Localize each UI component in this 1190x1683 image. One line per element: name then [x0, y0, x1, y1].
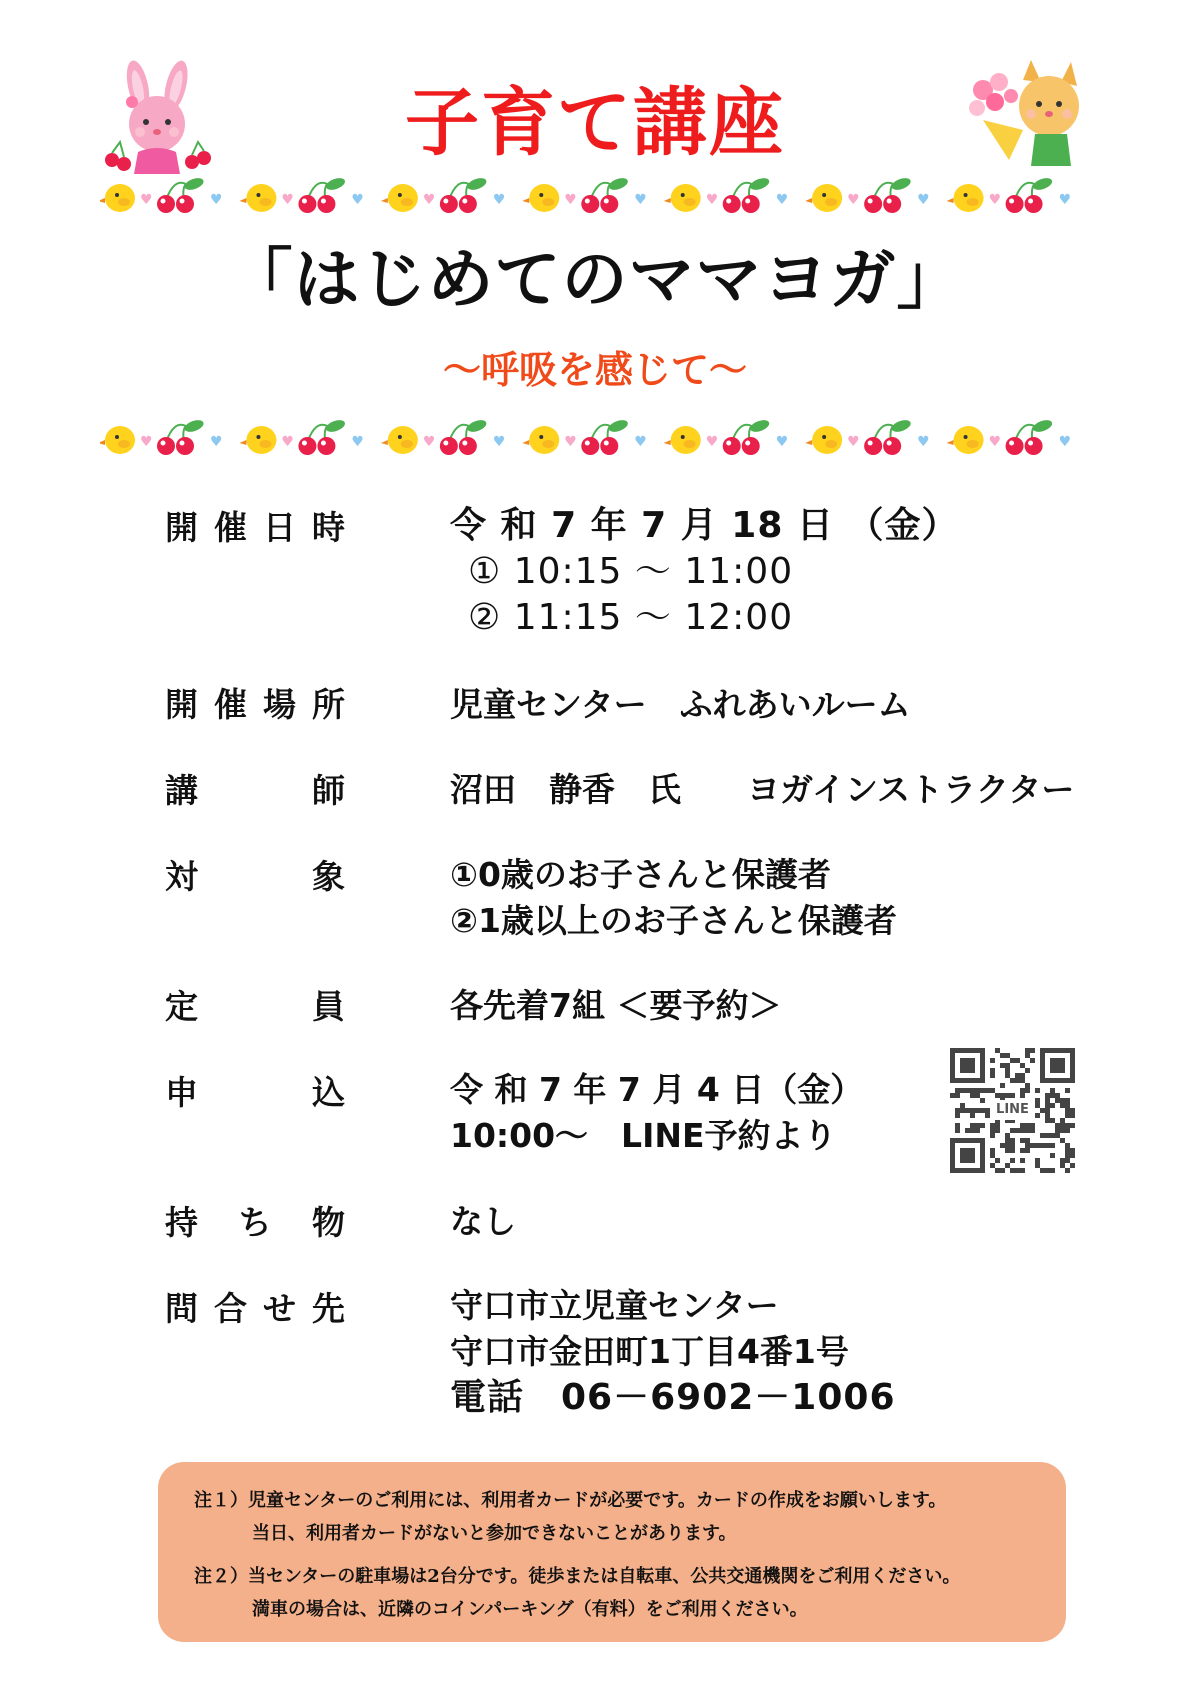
- heart-icon: [423, 192, 436, 208]
- svg-text:♥: ♥: [422, 434, 436, 450]
- cherry-icon: [1006, 176, 1054, 213]
- label-char: 催: [214, 508, 247, 547]
- chick-icon: [100, 426, 135, 454]
- label-char: 申: [165, 1073, 198, 1112]
- svg-text:♥: ♥: [988, 192, 1002, 208]
- heart-icon: [1059, 434, 1072, 450]
- cherry-icon: [723, 176, 771, 213]
- heart-icon: [917, 192, 930, 208]
- svg-text:♥: ♥: [564, 192, 577, 208]
- heart-icon: [634, 192, 647, 208]
- heart-icon: [847, 192, 860, 208]
- label-char: せ: [263, 1289, 296, 1328]
- contact: [450, 1283, 896, 1421]
- label-char: 開: [165, 508, 198, 547]
- label-char: 持: [165, 1203, 198, 1242]
- svg-text:♥: ♥: [281, 434, 294, 450]
- cherry-icon: [157, 418, 205, 455]
- label-char: 員: [312, 987, 345, 1026]
- chick-icon: [664, 184, 701, 212]
- heart-icon: [706, 434, 719, 450]
- heart-icon: [351, 434, 364, 450]
- session-2-time: ② 11:15 ～ 12:00: [468, 597, 794, 638]
- label-char: 催: [214, 685, 247, 724]
- label-application: [165, 1071, 345, 1115]
- application: [450, 1067, 863, 1159]
- venue: 児童センター ふれあいルーム: [450, 685, 911, 724]
- chick-icon: [522, 184, 559, 212]
- svg-text:♥: ♥: [847, 192, 860, 208]
- label-char: 場: [263, 685, 296, 724]
- label-venue: [165, 683, 345, 727]
- capacity: 各先着7組 ＜要予約＞: [450, 986, 782, 1025]
- label-contact: [165, 1287, 345, 1331]
- chick-icon: [239, 426, 276, 454]
- cherry-icon: [581, 176, 629, 213]
- application-date: 令 和 7 年 7 月 4 日（金）: [450, 1070, 864, 1109]
- svg-text:♥: ♥: [705, 434, 719, 450]
- label-char: 合: [214, 1289, 247, 1328]
- cherry-icon: [723, 418, 771, 455]
- heart-icon: [564, 192, 577, 208]
- heart-icon: [351, 192, 364, 208]
- target-line-1: ①0歳のお子さんと保護者: [450, 855, 831, 894]
- cherry-icon: [440, 176, 488, 213]
- note-2: [194, 1560, 960, 1626]
- svg-text:♥: ♥: [917, 434, 930, 450]
- note-1-line-2: 当日、利用者カードがないと参加できないことがあります。: [252, 1523, 737, 1544]
- value-date: [450, 503, 958, 641]
- cherry-icon: [440, 418, 488, 455]
- label-char: 講: [165, 771, 198, 810]
- svg-text:♥: ♥: [351, 192, 364, 208]
- cherry-icon: [157, 176, 205, 213]
- svg-text:♥: ♥: [1058, 192, 1072, 208]
- label-char: 先: [312, 1289, 345, 1328]
- target-line-2: ②1歳以上のお子さんと保護者: [450, 901, 897, 940]
- label-char: 所: [312, 685, 345, 724]
- contact-address: 守口市金田町1丁目4番1号: [450, 1332, 849, 1371]
- label-capacity: [165, 985, 345, 1029]
- notes-box: [158, 1462, 1066, 1642]
- target: [450, 852, 897, 944]
- svg-text:♥: ♥: [775, 434, 789, 450]
- svg-text:♥: ♥: [705, 192, 719, 208]
- chick-icon: [381, 426, 418, 454]
- label-char: 師: [312, 771, 345, 810]
- svg-text:♥: ♥: [775, 192, 789, 208]
- cherry-icon: [1006, 418, 1054, 455]
- svg-text:♥: ♥: [1058, 434, 1072, 450]
- note-1-line-1: 注１）児童センターのご利用には、利用者カードが必要です。カードの作成をお願いします。: [194, 1490, 947, 1511]
- qr-label: LINE: [990, 1100, 1035, 1120]
- label-char: 象: [312, 857, 345, 896]
- heart-icon: [423, 434, 436, 450]
- main-title: 子育て講座: [405, 80, 785, 166]
- heart-icon: [989, 434, 1002, 450]
- note-2-line-1: 注２）当センターの駐車場は2台分です。徒歩または自転車、公共交通機関をご利用ください。: [194, 1566, 961, 1587]
- session-1-time: ① 10:15 ～ 11:00: [468, 551, 794, 592]
- chick-icon: [947, 184, 984, 212]
- cherry-icon: [864, 418, 912, 455]
- note-1: [194, 1484, 946, 1550]
- event-tagline: ～呼吸を感じて～: [442, 348, 747, 392]
- label-char: 込: [312, 1073, 345, 1112]
- heart-icon: [210, 434, 223, 450]
- label-instructor: [165, 769, 345, 813]
- svg-text:♥: ♥: [988, 434, 1002, 450]
- label-target: [165, 855, 345, 899]
- event-title: 「はじめてのママヨガ」: [226, 241, 964, 318]
- heart-icon: [917, 434, 930, 450]
- svg-text:♥: ♥: [210, 192, 223, 208]
- svg-text:♥: ♥: [422, 192, 436, 208]
- heart-icon: [706, 192, 719, 208]
- cherry-icon: [298, 176, 346, 213]
- heart-icon: [634, 434, 647, 450]
- svg-text:♥: ♥: [564, 434, 577, 450]
- label-char: 時: [312, 508, 345, 547]
- heart-icon: [140, 192, 153, 208]
- heart-icon: [776, 434, 789, 450]
- chick-icon: [805, 426, 842, 454]
- heart-icon: [776, 192, 789, 208]
- svg-text:♥: ♥: [634, 192, 647, 208]
- cherry-icon: [581, 418, 629, 455]
- svg-text:♥: ♥: [210, 434, 223, 450]
- chick-icon: [522, 426, 559, 454]
- chick-icon: [805, 184, 842, 212]
- label-char: ち: [238, 1203, 272, 1242]
- application-method: 10:00～ LINE予約より: [450, 1116, 837, 1155]
- label-char: 定: [165, 987, 198, 1026]
- label-char: 開: [165, 685, 198, 724]
- heart-icon: [989, 192, 1002, 208]
- chick-icon: [381, 184, 418, 212]
- label-char: 対: [165, 857, 198, 896]
- instructor: 沼田 静香 氏 ヨガインストラクター: [450, 770, 1075, 809]
- decorative-border-bottom: [100, 412, 1090, 462]
- svg-text:♥: ♥: [281, 192, 294, 208]
- label-date: [165, 506, 345, 550]
- heart-icon: [847, 434, 860, 450]
- svg-text:♥: ♥: [492, 434, 506, 450]
- event-date: 令 和 7 年 7 月 18 日 （金）: [450, 505, 959, 546]
- contact-organization: 守口市立児童センター: [450, 1286, 779, 1325]
- label-char: 物: [312, 1203, 345, 1242]
- chick-icon: [239, 184, 276, 212]
- heart-icon: [1059, 192, 1072, 208]
- heart-icon: [140, 434, 153, 450]
- svg-text:♥: ♥: [634, 434, 647, 450]
- svg-text:♥: ♥: [492, 192, 506, 208]
- svg-text:♥: ♥: [351, 434, 364, 450]
- heart-icon: [281, 192, 294, 208]
- svg-text:♥: ♥: [847, 434, 860, 450]
- chick-icon: [664, 426, 701, 454]
- note-2-line-2: 満車の場合は、近隣のコインパーキング（有料）をご利用ください。: [252, 1599, 808, 1620]
- label-belongings: [165, 1201, 345, 1245]
- decorative-border-top: [100, 170, 1090, 220]
- svg-text:♥: ♥: [917, 192, 930, 208]
- heart-icon: [210, 192, 223, 208]
- chick-icon: [100, 184, 135, 212]
- cherry-icon: [864, 176, 912, 213]
- heart-icon: [493, 192, 506, 208]
- label-char: 問: [165, 1289, 198, 1328]
- label-char: 日: [263, 508, 296, 547]
- heart-icon: [564, 434, 577, 450]
- cherry-icon: [298, 418, 346, 455]
- svg-text:♥: ♥: [140, 192, 153, 208]
- contact-phone: 電話 06－6902－1006: [450, 1377, 896, 1418]
- svg-text:♥: ♥: [140, 434, 153, 450]
- heart-icon: [493, 434, 506, 450]
- belongings: なし: [450, 1202, 516, 1241]
- heart-icon: [281, 434, 294, 450]
- chick-icon: [947, 426, 984, 454]
